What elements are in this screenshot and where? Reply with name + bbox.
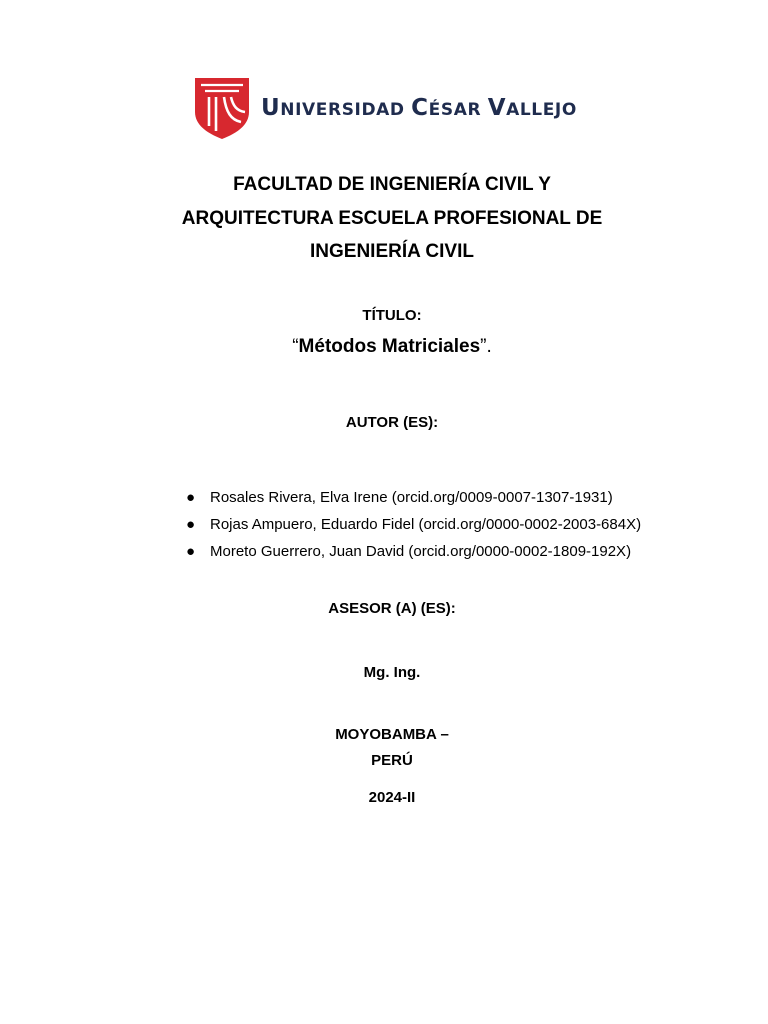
- bullet-icon: ●: [186, 516, 196, 533]
- faculty-line-2: ARQUITECTURA ESCUELA PROFESIONAL DE: [181, 207, 603, 229]
- advisor-label: ASESOR (A) (ES):: [328, 600, 456, 617]
- university-logo: [193, 76, 593, 140]
- title-label: TÍTULO:: [362, 307, 422, 324]
- author-item: [186, 484, 641, 511]
- title-open-quote: “: [292, 336, 299, 357]
- author-name: Moreto Guerrero, Juan David (orcid.org/0000-0002-1809-192X): [210, 543, 632, 560]
- document-title: [0, 336, 768, 358]
- author-item: [186, 538, 641, 565]
- location-line-2: PERÚ: [371, 752, 413, 769]
- faculty-line-1: FACULTAD DE INGENIERÍA CIVIL Y: [233, 174, 551, 195]
- author-name: Rosales Rivera, Elva Irene (orcid.org/0009-0007-1307-1931): [210, 489, 613, 506]
- title-close-quote: ”.: [480, 336, 492, 357]
- university-name: UNIVERSIDAD CÉSAR VALLEJO: [261, 95, 577, 121]
- title-text: Métodos Matriciales: [298, 336, 481, 357]
- bullet-icon: ●: [186, 489, 196, 506]
- faculty-heading: [0, 168, 768, 269]
- authors-list: [186, 484, 641, 565]
- author-name: Rojas Ampuero, Eduardo Fidel (orcid.org/0000-0002-2003-684X): [210, 516, 642, 533]
- authors-label: AUTOR (ES):: [345, 414, 439, 431]
- advisor-name: Mg. Ing.: [363, 664, 421, 681]
- academic-year: 2024-II: [368, 789, 416, 806]
- author-item: [186, 511, 641, 538]
- university-shield-icon: [193, 76, 251, 140]
- bullet-icon: ●: [186, 543, 196, 560]
- location-line-1: MOYOBAMBA –: [335, 726, 449, 743]
- faculty-line-3: INGENIERÍA CIVIL: [310, 241, 474, 262]
